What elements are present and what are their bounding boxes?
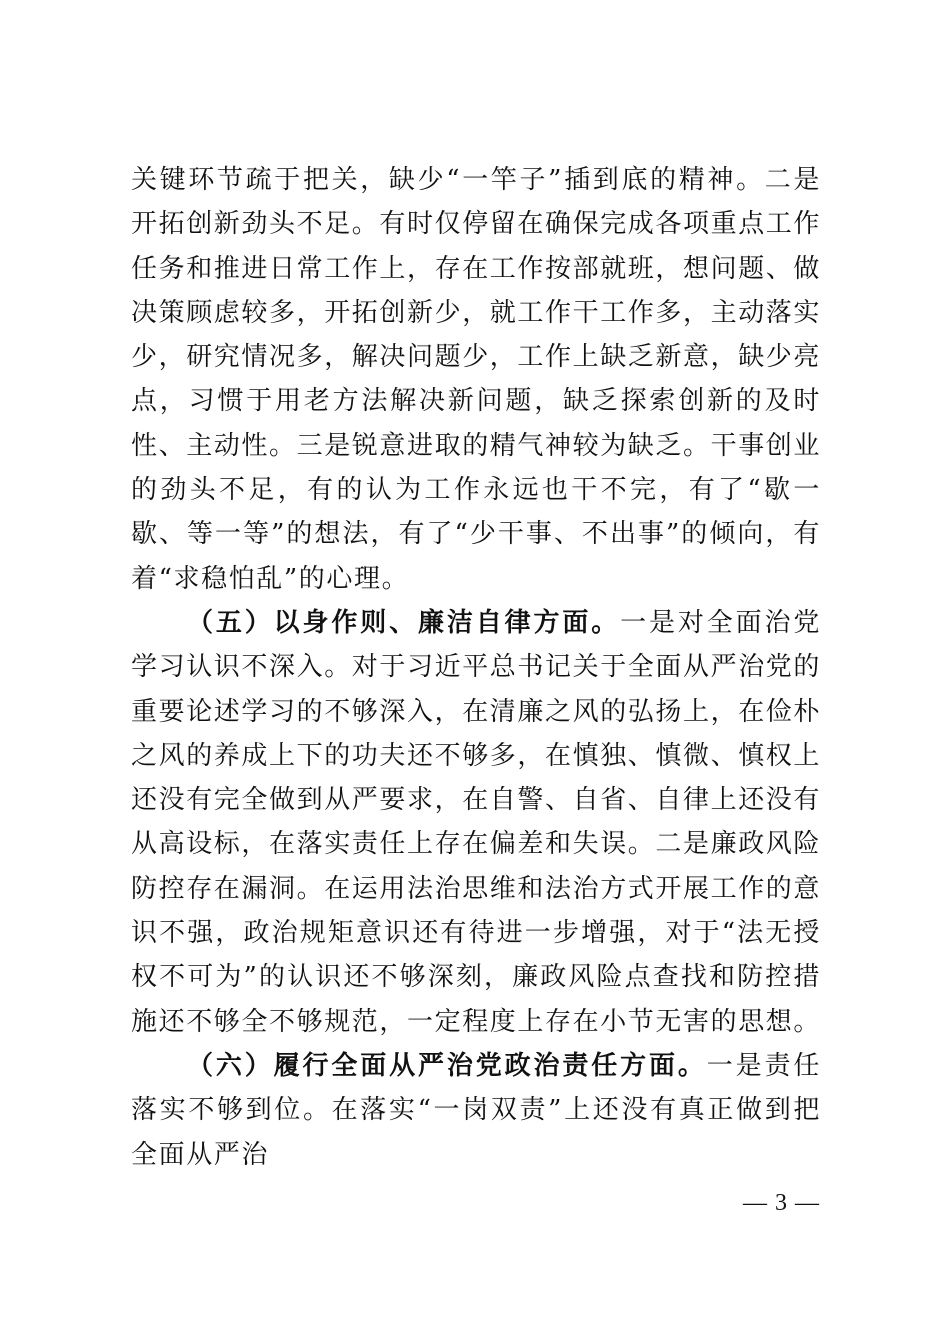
paragraph-section-5 <box>131 601 821 1044</box>
section-heading: （六）履行全面从严治党政治责任方面。 <box>187 1050 707 1081</box>
paragraph-text: 关键环节疏于把关，缺少“一竿子”插到底的精神。二是开拓创新劲头不足。有时仅停留在确保完成各项重点工作任务和推进日常工作上，存在工作按部就班，想问题、做决策顾虑较多，开拓创新少，就工作干工作多，主动落实少，研究情况多，解决问题少，工作上缺乏新意，缺少亮点，习惯于用老方法解决新问题，缺乏探索创新的及时性、主动性。三是锐意进取的精气神较为缺乏。干事创业的劲头不足，有的认为工作永远也干不完，有了“歇一歇、等一等”的想法，有了“少干事、不出事”的倾向，有着“求稳怕乱”的心理。 <box>131 165 822 594</box>
paragraph-continuation <box>131 158 821 601</box>
paragraph-text: 一是对全面治党学习认识不深入。对于习近平总书记关于全面从严治党的重要论述学习的不够深入，在清廉之风的弘扬上，在俭朴之风的养成上下的功夫还不够多，在慎独、慎微、慎权上还没有完全做到从严要求，在自警、自省、自律上还没有从高设标，在落实责任上存在偏差和失误。二是廉政风险防控存在漏洞。在运用法治思维和法治方式开展工作的意识不强，政治规矩意识还有待进一步增强，对于“法无授权不可为”的认识还不够深刻，廉政风险点查找和防控措施还不够全不够规范，一定程度上存在小节无害的思想。 <box>131 607 822 1037</box>
section-heading: （五）以身作则、廉洁自律方面。 <box>187 607 621 638</box>
document-body <box>131 158 821 1177</box>
paragraph-section-6 <box>131 1044 821 1177</box>
page-number: — 3 — <box>743 1190 820 1216</box>
paragraph-text: 一是责任落实不够到位。在落实“一岗双责”上还没有真正做到把全面从严治 <box>131 1050 821 1170</box>
